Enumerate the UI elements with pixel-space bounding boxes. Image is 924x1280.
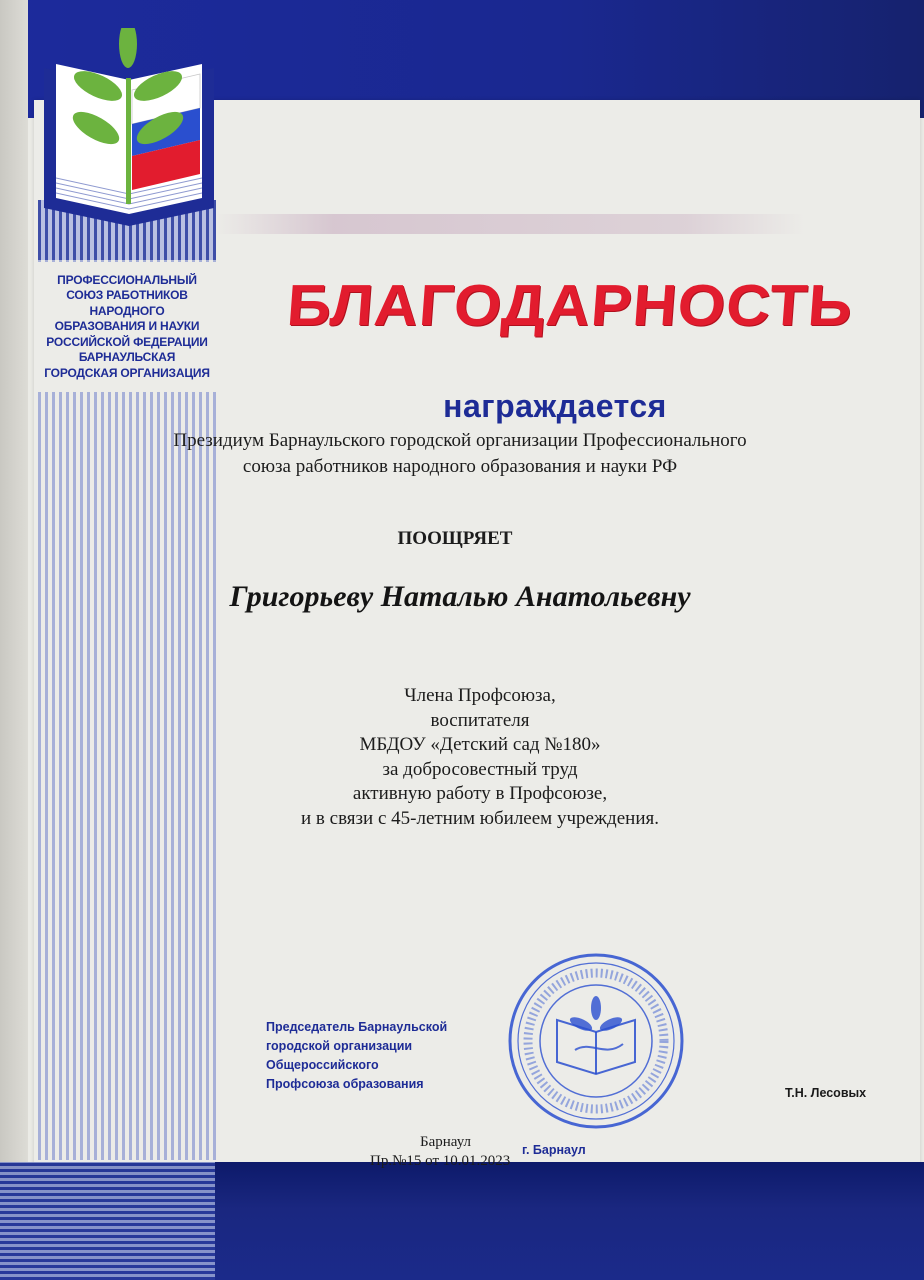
chair-line: Общероссийского <box>266 1058 379 1072</box>
certificate-title: БЛАГОДАРНОСТЬ <box>284 273 856 338</box>
chair-line: Профсоюза образования <box>266 1077 424 1091</box>
left-edge <box>0 0 28 1280</box>
org-line: СОЮЗ РАБОТНИКОВ <box>66 288 188 303</box>
union-seal-stamp-icon <box>505 950 687 1132</box>
city-printed-label: г. Барнаул <box>522 1143 586 1157</box>
presidium-line: союза работников народного образования и науки РФ <box>242 456 678 477</box>
reason-line: Члена Профсоюза, <box>404 685 556 706</box>
org-line: ГОРОДСКАЯ ОРГАНИЗАЦИЯ <box>44 365 210 380</box>
chair-line: городской организации <box>266 1039 413 1053</box>
bottom-stripes <box>0 1162 215 1280</box>
chair-line: Председатель Барнаульской <box>266 1020 448 1034</box>
reason-line: воспитателя <box>430 709 530 731</box>
signer-name: Т.Н. Лесовых <box>785 1086 867 1100</box>
awarded-label: награждается <box>443 388 667 424</box>
org-line: РОССИЙСКОЙ ФЕДЕРАЦИИ <box>46 334 208 349</box>
reason-line: за добросовестный труд <box>382 758 578 780</box>
order-number: Пр.№15 от 10.01.2023 <box>370 1153 511 1169</box>
org-line: ПРОФЕССИОНАЛЬНЫЙ <box>57 272 197 287</box>
reason-line: и в связи с 45-летним юбилеем учреждения. <box>301 807 659 829</box>
org-line: БАРНАУЛЬСКАЯ <box>78 350 176 365</box>
city-label: Барнаул <box>420 1134 472 1150</box>
reason-text <box>200 684 760 831</box>
reason-line: активную работу в Профсоюзе, <box>352 783 608 804</box>
presidium-text <box>90 428 830 480</box>
org-line: ОБРАЗОВАНИЯ И НАУКИ <box>54 319 200 334</box>
presidium-line: Президиум Барнаульского городской организации Профессионального <box>173 430 747 451</box>
reason-line: МБДОУ «Детский сад №180» <box>359 734 601 755</box>
organization-name <box>38 262 216 392</box>
encourages-label: ПООЩРЯЕТ <box>397 528 513 549</box>
chair-title <box>266 1018 486 1094</box>
recipient-name: Григорьеву Наталью Анатольевну <box>229 580 691 613</box>
ink-smudge <box>215 214 805 234</box>
union-logo-icon <box>40 28 218 226</box>
org-line: НАРОДНОГО <box>89 303 165 318</box>
